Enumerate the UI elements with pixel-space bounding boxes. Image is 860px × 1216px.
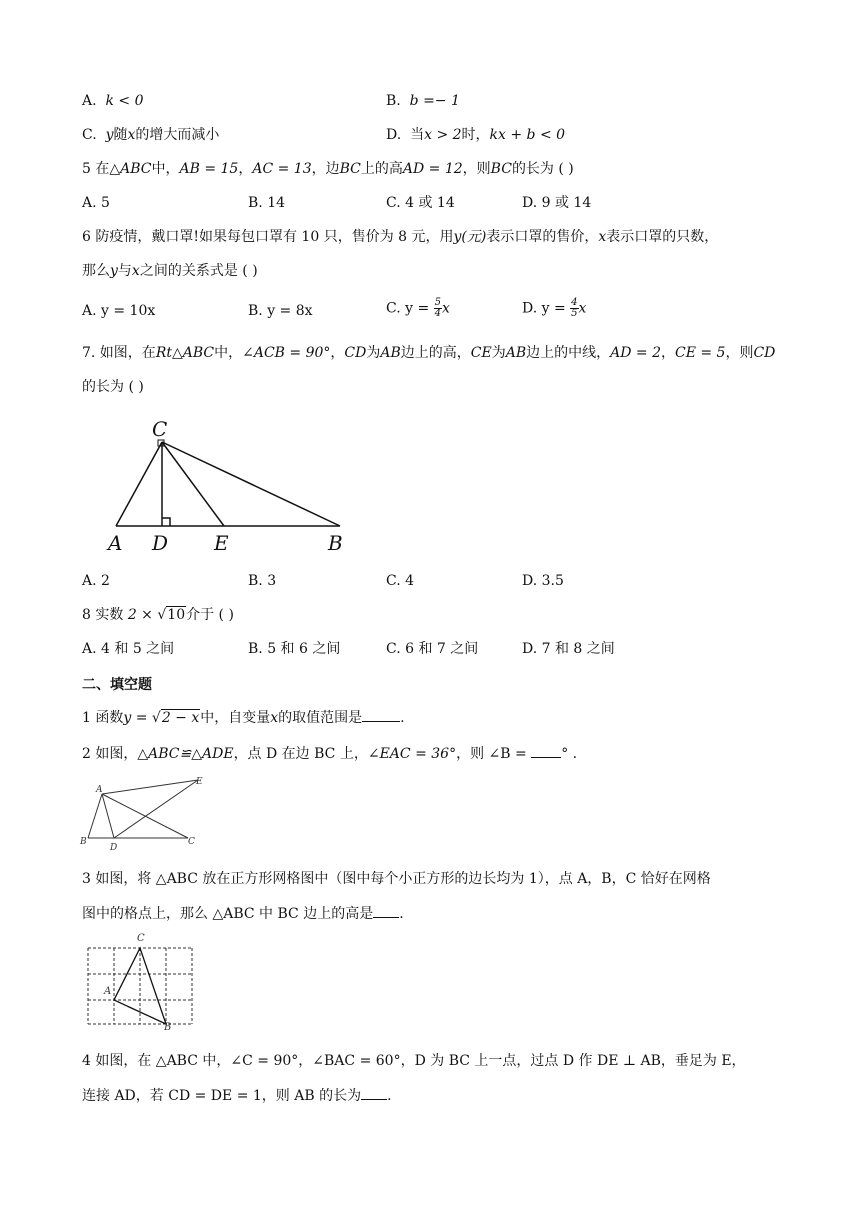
q4-option-d: D. 当x > 2时，kx + b < 0	[386, 127, 566, 143]
q8-option-d: D. 7 和 8 之间	[522, 641, 615, 657]
q6-stem-line2: 那么y与x之间的关系式是 ( )	[82, 263, 258, 279]
q4-option-c: C. y随x的增大而减小	[82, 127, 220, 143]
label-a: A	[104, 986, 112, 997]
q7-option-d: D. 3.5	[522, 573, 564, 589]
label-e: E	[196, 777, 203, 787]
q7-option-b: B. 3	[248, 573, 277, 589]
label-b: B	[328, 531, 343, 555]
q5-option-a: A. 5	[82, 195, 110, 211]
q4-option-b: B. b =− 1	[386, 93, 460, 109]
q7-stem-line1: 7. 如图，在Rt△ABC中，∠ACB = 90°，CD为AB边上的高，CE为AB边上的中线，AD = 2，CE = 5，则CD	[82, 345, 776, 361]
label-e: E	[214, 531, 229, 555]
q6-stem-line1: 6 防疫情，戴口罩!如果每包口罩有 10 只，售价为 8 元，用y(元)表示口罩的售价，x表示口罩的只数，	[82, 229, 719, 245]
q6-option-b: B. y = 8x	[248, 303, 313, 319]
q7-triangle-figure	[100, 410, 360, 560]
label-c: C	[152, 417, 168, 441]
label-a: A	[108, 531, 123, 555]
f4-stem-line2: 连接 AD，若 CD = DE = 1，则 AB 的长为 .	[82, 1088, 392, 1104]
f2-triangle-figure	[76, 774, 206, 854]
answer-blank	[361, 1086, 387, 1100]
f3-stem-line1: 3 如图，将 △ABC 放在正方形网格图中（图中每个小正方形的边长均为 1），点 A，B，C 恰好在网格	[82, 871, 711, 887]
q5-option-c: C. 4 或 14	[386, 195, 455, 211]
label-d: D	[110, 843, 118, 853]
fraction: $\frac{5}{4}$	[434, 297, 442, 319]
section-title: 二、填空题	[82, 677, 152, 693]
q6-option-d: D. y = $\frac{4}{5}$ x	[522, 297, 587, 319]
label-c: C	[137, 933, 145, 944]
q5-option-d: D. 9 或 14	[522, 195, 592, 211]
answer-blank	[373, 904, 399, 918]
label-a: A	[96, 785, 103, 795]
answer-blank	[362, 708, 400, 722]
q5-stem: 5 在△ABC中，AB = 15，AC = 13，边BC上的高AD = 12，则BC的长为 ( )	[82, 161, 574, 177]
q5-option-b: B. 14	[248, 195, 286, 211]
q8-stem: 8 实数 2 × √10介于 ( )	[82, 607, 234, 623]
q6-option-a: A. y = 10x	[82, 303, 156, 319]
label-b: B	[164, 1022, 172, 1030]
q7-option-a: A. 2	[82, 573, 110, 589]
answer-blank	[531, 744, 561, 758]
f2-stem: 2 如图，△ABC≌△ADE，点 D 在边 BC 上，∠EAC = 36°，则 ∠B = ° .	[82, 746, 578, 762]
f1-stem: 1 函数y = √2 − x中，自变量x的取值范围是 .	[82, 710, 405, 726]
q8-option-c: C. 6 和 7 之间	[386, 641, 479, 657]
q8-option-a: A. 4 和 5 之间	[82, 641, 175, 657]
q6-option-c: C. y = $\frac{5}{4}$ x	[386, 297, 450, 319]
label-c: C	[188, 837, 195, 847]
label-d: D	[152, 531, 169, 555]
q7-option-c: C. 4	[386, 573, 415, 589]
q8-option-b: B. 5 和 6 之间	[248, 641, 341, 657]
q7-stem-line2: 的长为 ( )	[82, 379, 144, 395]
label-b: B	[80, 837, 87, 847]
f3-stem-line2: 图中的格点上，那么 △ABC 中 BC 边上的高是 .	[82, 906, 404, 922]
fraction: $\frac{4}{5}$	[571, 297, 578, 319]
q4-option-a: A. k < 0	[82, 93, 144, 109]
f4-stem-line1: 4 如图，在 △ABC 中，∠C = 90°，∠BAC = 60°，D 为 BC 上一点，过点 D 作 DE ⊥ AB，垂足为 E，	[82, 1053, 746, 1069]
f3-grid-figure	[82, 930, 202, 1030]
